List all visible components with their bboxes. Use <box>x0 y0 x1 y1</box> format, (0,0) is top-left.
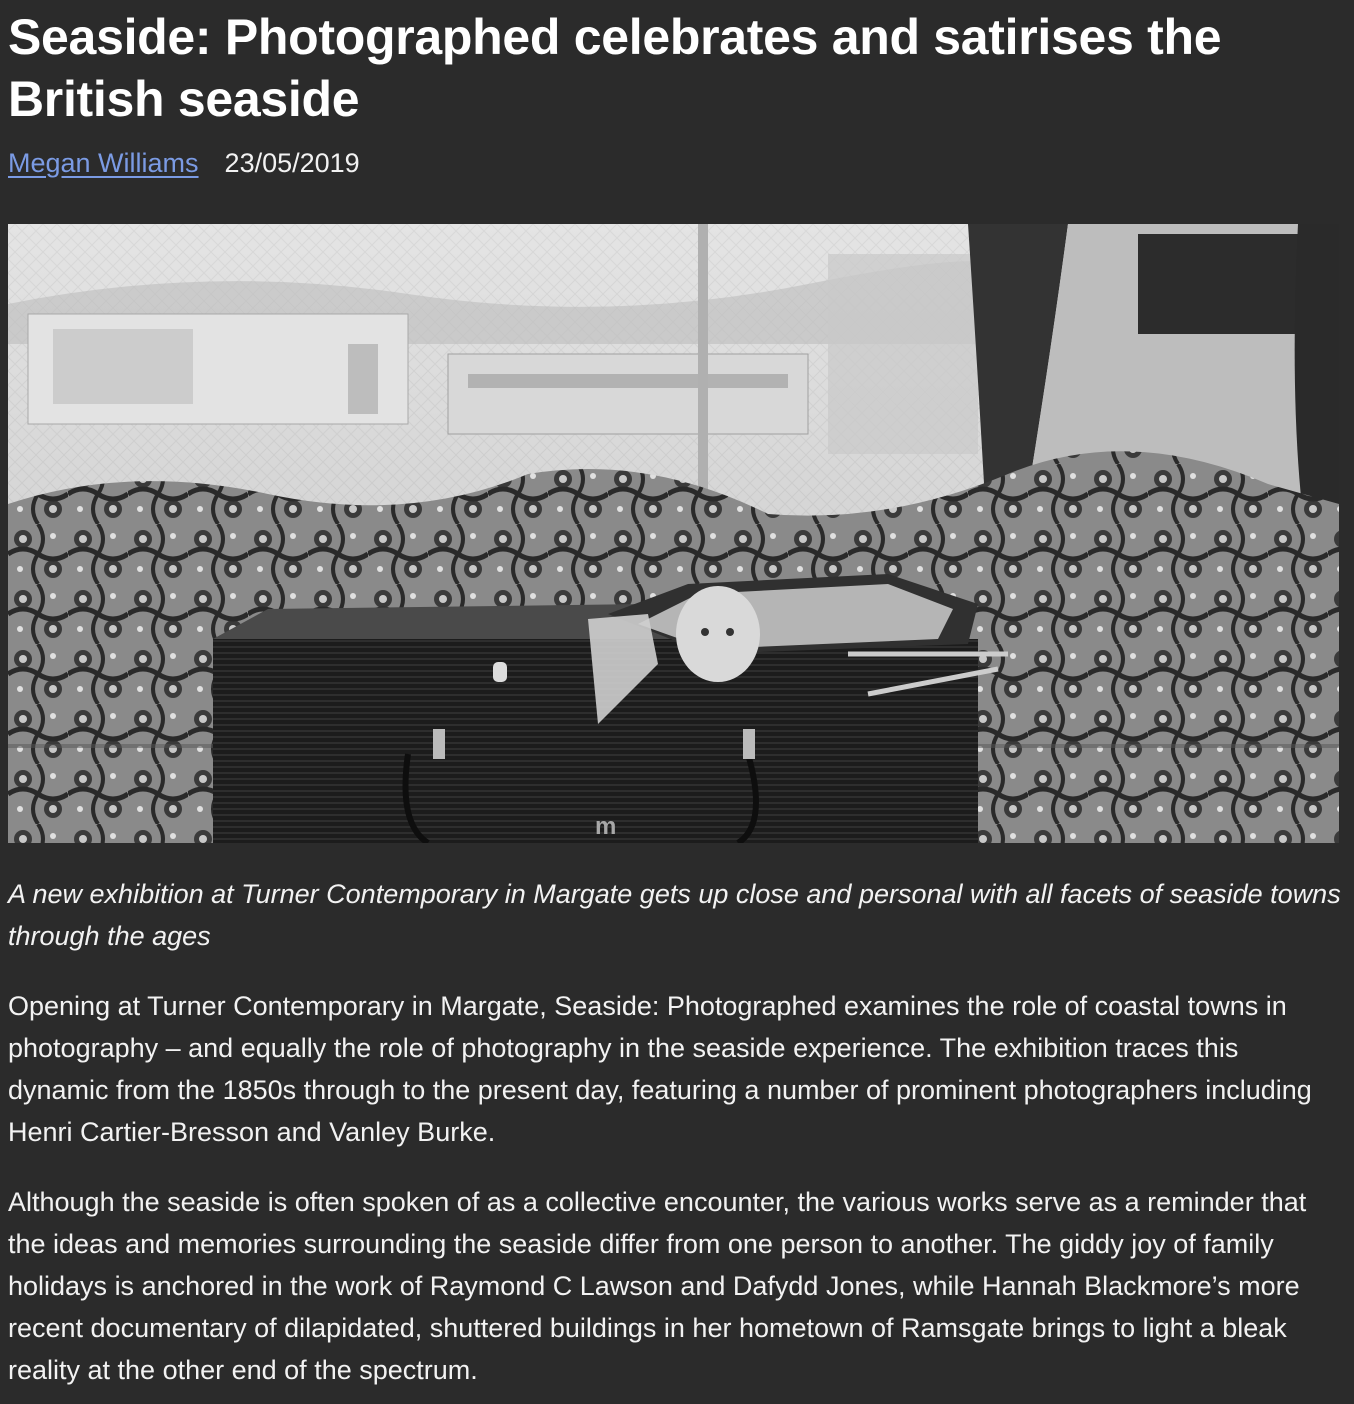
paragraph-1: Opening at Turner Contemporary in Margate, Seaside: Photographed examines the role of coastal towns in photography – and equally the role of photography in the seaside experience. The exhibition traces this dynamic from the 1850s through to the present day, featuring a number of prominent photographers including Henri Cartier-Bresson and Vanley Burke. <box>8 991 1312 1147</box>
article-meta <box>8 146 1346 180</box>
article-title: Seaside: Photographed celebrates and satirises the British seaside <box>8 9 1222 127</box>
hero-photo <box>8 224 1339 843</box>
bag-logo: m <box>595 813 617 840</box>
baby-face <box>676 586 760 682</box>
carry-cot <box>213 574 1008 843</box>
author-link[interactable]: Megan Williams <box>8 148 199 178</box>
publish-date: 23/05/2019 <box>224 148 360 178</box>
paragraph-2: Although the seaside is often spoken of as a collective encounter, the various works serve as a reminder that the ideas and memories surrounding the seaside differ from one person to another. The giddy joy of family holidays is anchored in the work of Raymond C Lawson and Dafydd Jones, while Hannah Blackmore’s more recent documentary of dilapidated, shuttered buildings in her hometown of Ramsgate brings to light a bleak reality at the other end of the spectrum. <box>8 1187 1307 1385</box>
standfirst: A new exhibition at Turner Contemporary in Margate gets up close and personal with all facets of seaside towns through the ages <box>8 879 1341 951</box>
